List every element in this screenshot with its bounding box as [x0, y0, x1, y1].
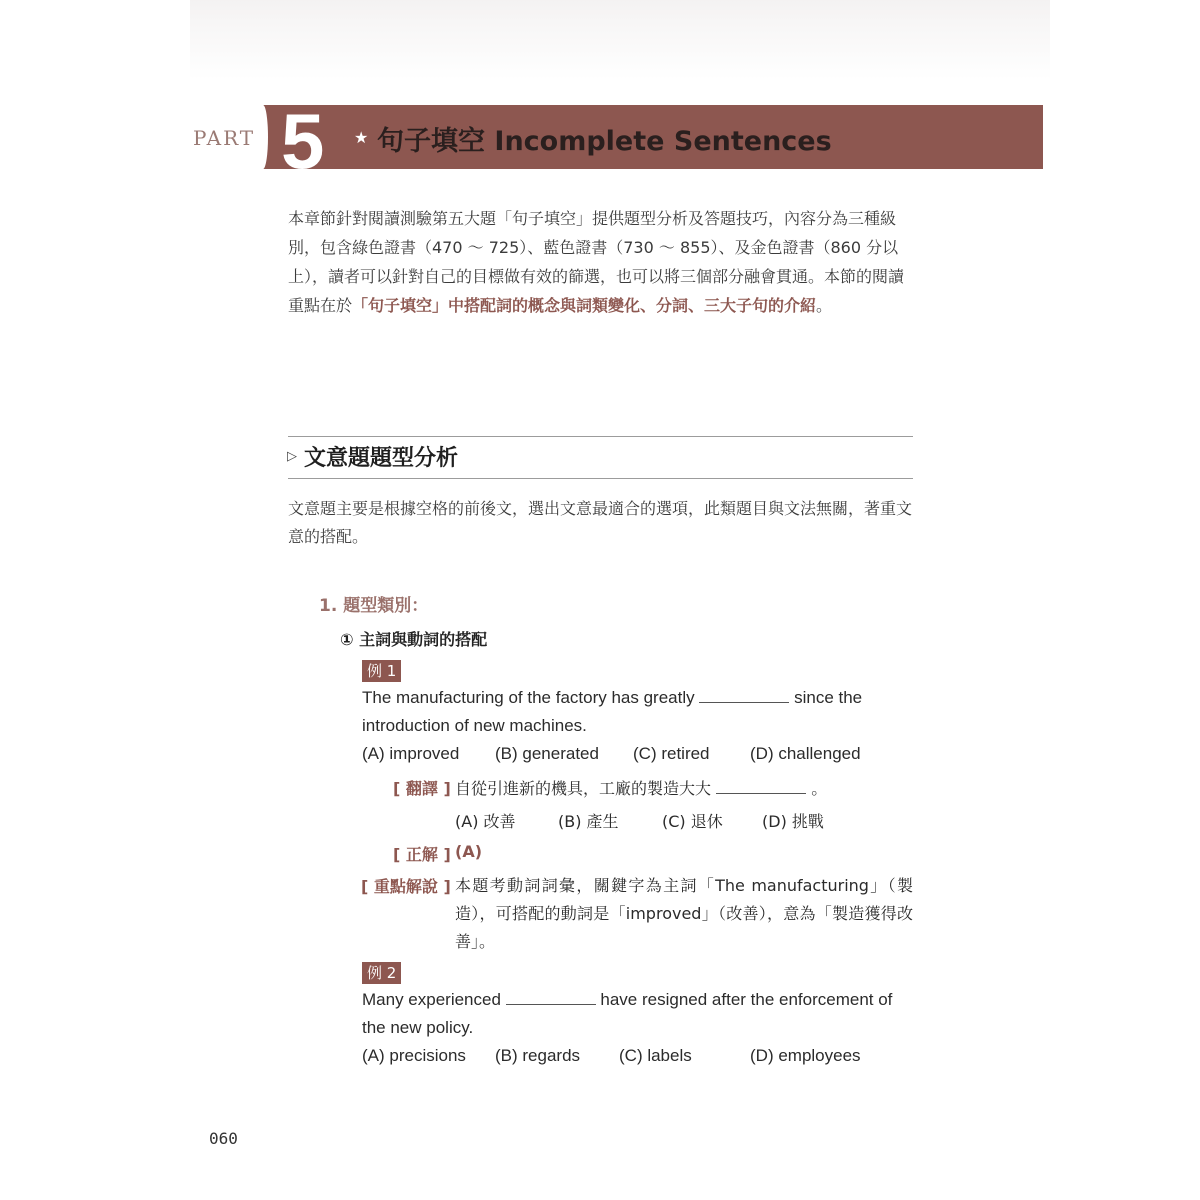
translation-option-a: (A) 改善 [455, 812, 516, 831]
translation-text: 自從引進新的機具，工廠的製造大大 [455, 779, 712, 798]
intro-text: 本章節針對閱讀測驗第五大題「句子填空」提供題型分析及答題技巧，內容分為三種級別，包含綠色證書（470 ～ 725）、藍色證書（730 ～ 855）、及金色證書（860 分以上），讀者可以針對自己的目標做有效的篩選，也可以將三個部分融會貫通。本節的閱讀重點在於 [288, 209, 905, 315]
example-2-sentence-line-2: the new policy. [362, 1018, 474, 1037]
intro-end: 。 [816, 296, 833, 315]
page-number: 060 [209, 1129, 238, 1148]
answer-tag: [ 正解 ] [393, 845, 451, 864]
example-2-badge: 例 2 [362, 962, 401, 984]
translation-end: 。 [811, 779, 828, 798]
translation-blank [716, 781, 806, 794]
example-1-badge: 例 1 [362, 660, 401, 682]
translation-option-c: (C) 退休 [662, 812, 723, 831]
translation-tag: [ 翻譯 ] [393, 779, 451, 798]
section-description: 文意題主要是根據空格的前後文，選出文意最適合的選項，此類題目與文法無關，著重文意的搭配。 [288, 499, 913, 546]
faded-top-bleed [190, 0, 1050, 80]
example-1-option-b: (B) generated [495, 744, 599, 763]
example-2-sentence-line-1 [362, 990, 892, 1010]
example-1-sentence-post: since the [794, 688, 863, 707]
example-1-option-d: (D) challenged [750, 744, 861, 763]
explanation-tag: [ 重點解說 ] [361, 877, 451, 896]
example-2-option-d: (D) employees [750, 1046, 861, 1065]
example-2-option-b: (B) regards [495, 1046, 581, 1065]
answer-value: (A) [455, 842, 483, 861]
intro-highlight: 「句子填空」中搭配詞的概念與詞類變化、分詞、三大子句的介紹 [352, 296, 817, 315]
subsection-heading: 1. 題型類別： [319, 596, 429, 616]
example-1-sentence-line-1 [362, 688, 862, 708]
section-rule-bottom [288, 478, 913, 479]
part-number: 5 [281, 97, 325, 185]
part-label: PART [193, 126, 256, 150]
answer-blank [506, 992, 596, 1005]
example-1-option-c: (C) retired [633, 744, 710, 763]
answer-blank [699, 690, 789, 703]
example-1-option-a: (A) improved [362, 744, 460, 763]
part-title: 句子填空 Incomplete Sentences [377, 126, 832, 157]
triangle-right-icon: ▷ [287, 449, 297, 464]
section-title: 文意題題型分析 [304, 446, 459, 471]
translation-option-d: (D) 挑戰 [762, 812, 824, 831]
example-2-option-c: (C) labels [619, 1046, 692, 1065]
category-heading: ① 主詞與動詞的搭配 [340, 630, 488, 649]
example-1-sentence-line-2: introduction of new machines. [362, 716, 587, 735]
star-icon: ★ [354, 128, 369, 147]
translation-line [455, 776, 827, 799]
explanation-text: 本題考動詞詞彙，關鍵字為主詞「The manufacturing」（製造），可搭配的動詞是「improved」（改善），意為「製造獲得改善」。 [455, 876, 913, 951]
intro-paragraph [288, 204, 913, 320]
example-2-option-a: (A) precisions [362, 1046, 466, 1065]
section-rule-top [288, 436, 913, 437]
example-1-sentence-pre: The manufacturing of the factory has greatly [362, 688, 695, 707]
example-2-sentence-pre: Many experienced [362, 990, 501, 1009]
translation-option-b: (B) 產生 [558, 812, 619, 831]
example-2-sentence-post: have resigned after the enforcement of [600, 990, 893, 1009]
